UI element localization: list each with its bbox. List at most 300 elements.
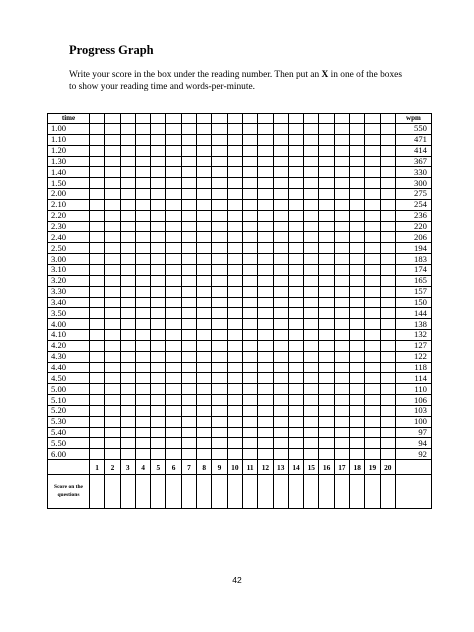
grid-cell[interactable] <box>105 362 120 373</box>
grid-cell[interactable] <box>135 319 150 330</box>
grid-cell[interactable] <box>365 189 380 200</box>
grid-cell[interactable] <box>197 134 212 145</box>
grid-cell[interactable] <box>258 167 273 178</box>
grid-cell[interactable] <box>258 395 273 406</box>
grid-cell[interactable] <box>304 114 319 124</box>
grid-cell[interactable] <box>365 438 380 449</box>
score-box[interactable] <box>288 475 303 509</box>
grid-cell[interactable] <box>135 384 150 395</box>
grid-cell[interactable] <box>350 134 365 145</box>
grid-cell[interactable] <box>334 286 349 297</box>
score-box[interactable] <box>273 475 288 509</box>
grid-cell[interactable] <box>105 254 120 265</box>
grid-cell[interactable] <box>105 319 120 330</box>
grid-cell[interactable] <box>334 199 349 210</box>
grid-cell[interactable] <box>258 297 273 308</box>
grid-cell[interactable] <box>319 340 334 351</box>
grid-cell[interactable] <box>212 427 227 438</box>
score-box[interactable] <box>135 475 150 509</box>
grid-cell[interactable] <box>135 297 150 308</box>
grid-cell[interactable] <box>365 351 380 362</box>
grid-cell[interactable] <box>304 405 319 416</box>
score-box[interactable] <box>166 475 181 509</box>
grid-cell[interactable] <box>304 427 319 438</box>
grid-cell[interactable] <box>120 319 135 330</box>
grid-cell[interactable] <box>334 449 349 460</box>
grid-cell[interactable] <box>135 114 150 124</box>
grid-cell[interactable] <box>197 254 212 265</box>
grid-cell[interactable] <box>350 156 365 167</box>
grid-cell[interactable] <box>227 178 242 189</box>
grid-cell[interactable] <box>350 232 365 243</box>
grid-cell[interactable] <box>350 427 365 438</box>
grid-cell[interactable] <box>120 167 135 178</box>
grid-cell[interactable] <box>304 199 319 210</box>
grid-cell[interactable] <box>197 340 212 351</box>
grid-cell[interactable] <box>365 199 380 210</box>
grid-cell[interactable] <box>334 416 349 427</box>
grid-cell[interactable] <box>181 232 196 243</box>
grid-cell[interactable] <box>227 395 242 406</box>
grid-cell[interactable] <box>242 405 257 416</box>
grid-cell[interactable] <box>90 178 105 189</box>
grid-cell[interactable] <box>258 384 273 395</box>
grid-cell[interactable] <box>365 373 380 384</box>
grid-cell[interactable] <box>304 156 319 167</box>
grid-cell[interactable] <box>365 178 380 189</box>
grid-cell[interactable] <box>304 384 319 395</box>
grid-cell[interactable] <box>105 124 120 135</box>
score-box[interactable] <box>258 475 273 509</box>
grid-cell[interactable] <box>273 362 288 373</box>
grid-cell[interactable] <box>135 275 150 286</box>
grid-cell[interactable] <box>90 449 105 460</box>
grid-cell[interactable] <box>273 189 288 200</box>
grid-cell[interactable] <box>181 362 196 373</box>
grid-cell[interactable] <box>273 243 288 254</box>
grid-cell[interactable] <box>242 232 257 243</box>
grid-cell[interactable] <box>181 134 196 145</box>
grid-cell[interactable] <box>304 395 319 406</box>
grid-cell[interactable] <box>350 221 365 232</box>
grid-cell[interactable] <box>319 373 334 384</box>
grid-cell[interactable] <box>227 438 242 449</box>
grid-cell[interactable] <box>380 405 395 416</box>
grid-cell[interactable] <box>151 405 166 416</box>
grid-cell[interactable] <box>120 275 135 286</box>
grid-cell[interactable] <box>334 221 349 232</box>
grid-cell[interactable] <box>365 405 380 416</box>
grid-cell[interactable] <box>273 221 288 232</box>
grid-cell[interactable] <box>273 308 288 319</box>
grid-cell[interactable] <box>334 395 349 406</box>
grid-cell[interactable] <box>273 330 288 341</box>
grid-cell[interactable] <box>304 449 319 460</box>
grid-cell[interactable] <box>197 395 212 406</box>
grid-cell[interactable] <box>288 319 303 330</box>
grid-cell[interactable] <box>350 405 365 416</box>
grid-cell[interactable] <box>350 124 365 135</box>
grid-cell[interactable] <box>105 438 120 449</box>
grid-cell[interactable] <box>105 210 120 221</box>
grid-cell[interactable] <box>304 264 319 275</box>
grid-cell[interactable] <box>258 275 273 286</box>
grid-cell[interactable] <box>197 351 212 362</box>
grid-cell[interactable] <box>90 384 105 395</box>
grid-cell[interactable] <box>334 232 349 243</box>
grid-cell[interactable] <box>380 330 395 341</box>
grid-cell[interactable] <box>350 319 365 330</box>
grid-cell[interactable] <box>166 319 181 330</box>
grid-cell[interactable] <box>334 438 349 449</box>
grid-cell[interactable] <box>151 373 166 384</box>
grid-cell[interactable] <box>181 297 196 308</box>
grid-cell[interactable] <box>258 416 273 427</box>
grid-cell[interactable] <box>227 373 242 384</box>
grid-cell[interactable] <box>350 178 365 189</box>
grid-cell[interactable] <box>288 221 303 232</box>
grid-cell[interactable] <box>273 199 288 210</box>
grid-cell[interactable] <box>288 264 303 275</box>
grid-cell[interactable] <box>319 156 334 167</box>
grid-cell[interactable] <box>166 156 181 167</box>
grid-cell[interactable] <box>212 297 227 308</box>
grid-cell[interactable] <box>105 405 120 416</box>
grid-cell[interactable] <box>365 416 380 427</box>
grid-cell[interactable] <box>334 189 349 200</box>
grid-cell[interactable] <box>120 362 135 373</box>
grid-cell[interactable] <box>334 373 349 384</box>
grid-cell[interactable] <box>334 308 349 319</box>
grid-cell[interactable] <box>365 340 380 351</box>
grid-cell[interactable] <box>90 114 105 124</box>
grid-cell[interactable] <box>319 199 334 210</box>
grid-cell[interactable] <box>258 178 273 189</box>
grid-cell[interactable] <box>288 308 303 319</box>
grid-cell[interactable] <box>365 156 380 167</box>
grid-cell[interactable] <box>197 438 212 449</box>
grid-cell[interactable] <box>380 134 395 145</box>
grid-cell[interactable] <box>120 373 135 384</box>
grid-cell[interactable] <box>166 286 181 297</box>
grid-cell[interactable] <box>350 449 365 460</box>
grid-cell[interactable] <box>90 254 105 265</box>
grid-cell[interactable] <box>258 134 273 145</box>
grid-cell[interactable] <box>212 189 227 200</box>
grid-cell[interactable] <box>319 449 334 460</box>
grid-cell[interactable] <box>181 373 196 384</box>
grid-cell[interactable] <box>166 243 181 254</box>
grid-cell[interactable] <box>288 297 303 308</box>
grid-cell[interactable] <box>350 330 365 341</box>
grid-cell[interactable] <box>380 156 395 167</box>
grid-cell[interactable] <box>135 156 150 167</box>
grid-cell[interactable] <box>105 167 120 178</box>
score-box[interactable] <box>227 475 242 509</box>
grid-cell[interactable] <box>242 449 257 460</box>
grid-cell[interactable] <box>181 275 196 286</box>
grid-cell[interactable] <box>181 416 196 427</box>
grid-cell[interactable] <box>334 243 349 254</box>
grid-cell[interactable] <box>258 405 273 416</box>
grid-cell[interactable] <box>90 199 105 210</box>
grid-cell[interactable] <box>135 449 150 460</box>
grid-cell[interactable] <box>135 145 150 156</box>
grid-cell[interactable] <box>365 362 380 373</box>
grid-cell[interactable] <box>288 395 303 406</box>
grid-cell[interactable] <box>197 221 212 232</box>
grid-cell[interactable] <box>288 275 303 286</box>
grid-cell[interactable] <box>90 167 105 178</box>
score-box[interactable] <box>120 475 135 509</box>
grid-cell[interactable] <box>212 210 227 221</box>
grid-cell[interactable] <box>151 156 166 167</box>
grid-cell[interactable] <box>304 167 319 178</box>
grid-cell[interactable] <box>151 330 166 341</box>
grid-cell[interactable] <box>380 167 395 178</box>
grid-cell[interactable] <box>197 114 212 124</box>
grid-cell[interactable] <box>380 221 395 232</box>
grid-cell[interactable] <box>181 124 196 135</box>
grid-cell[interactable] <box>197 124 212 135</box>
grid-cell[interactable] <box>151 351 166 362</box>
grid-cell[interactable] <box>380 427 395 438</box>
grid-cell[interactable] <box>181 405 196 416</box>
grid-cell[interactable] <box>166 416 181 427</box>
grid-cell[interactable] <box>304 308 319 319</box>
grid-cell[interactable] <box>334 384 349 395</box>
grid-cell[interactable] <box>212 308 227 319</box>
grid-cell[interactable] <box>273 145 288 156</box>
grid-cell[interactable] <box>304 221 319 232</box>
grid-cell[interactable] <box>350 362 365 373</box>
grid-cell[interactable] <box>350 199 365 210</box>
grid-cell[interactable] <box>166 395 181 406</box>
grid-cell[interactable] <box>334 405 349 416</box>
grid-cell[interactable] <box>273 210 288 221</box>
grid-cell[interactable] <box>227 114 242 124</box>
grid-cell[interactable] <box>304 189 319 200</box>
grid-cell[interactable] <box>273 351 288 362</box>
grid-cell[interactable] <box>242 114 257 124</box>
grid-cell[interactable] <box>197 243 212 254</box>
grid-cell[interactable] <box>288 145 303 156</box>
grid-cell[interactable] <box>319 362 334 373</box>
grid-cell[interactable] <box>365 124 380 135</box>
grid-cell[interactable] <box>334 319 349 330</box>
grid-cell[interactable] <box>242 319 257 330</box>
grid-cell[interactable] <box>319 384 334 395</box>
grid-cell[interactable] <box>212 145 227 156</box>
grid-cell[interactable] <box>319 254 334 265</box>
grid-cell[interactable] <box>380 351 395 362</box>
grid-cell[interactable] <box>304 254 319 265</box>
grid-cell[interactable] <box>105 427 120 438</box>
grid-cell[interactable] <box>90 373 105 384</box>
grid-cell[interactable] <box>365 254 380 265</box>
grid-cell[interactable] <box>227 134 242 145</box>
grid-cell[interactable] <box>304 145 319 156</box>
score-box[interactable] <box>334 475 349 509</box>
grid-cell[interactable] <box>304 416 319 427</box>
score-box[interactable] <box>242 475 257 509</box>
grid-cell[interactable] <box>120 210 135 221</box>
grid-cell[interactable] <box>105 156 120 167</box>
grid-cell[interactable] <box>242 124 257 135</box>
grid-cell[interactable] <box>288 156 303 167</box>
grid-cell[interactable] <box>288 210 303 221</box>
grid-cell[interactable] <box>380 449 395 460</box>
grid-cell[interactable] <box>120 308 135 319</box>
grid-cell[interactable] <box>90 330 105 341</box>
grid-cell[interactable] <box>166 373 181 384</box>
grid-cell[interactable] <box>90 351 105 362</box>
grid-cell[interactable] <box>227 416 242 427</box>
grid-cell[interactable] <box>181 221 196 232</box>
grid-cell[interactable] <box>212 362 227 373</box>
grid-cell[interactable] <box>90 395 105 406</box>
grid-cell[interactable] <box>181 286 196 297</box>
grid-cell[interactable] <box>227 167 242 178</box>
grid-cell[interactable] <box>258 210 273 221</box>
grid-cell[interactable] <box>197 373 212 384</box>
grid-cell[interactable] <box>227 124 242 135</box>
grid-cell[interactable] <box>380 124 395 135</box>
grid-cell[interactable] <box>273 449 288 460</box>
grid-cell[interactable] <box>380 362 395 373</box>
grid-cell[interactable] <box>350 114 365 124</box>
grid-cell[interactable] <box>90 264 105 275</box>
grid-cell[interactable] <box>181 243 196 254</box>
grid-cell[interactable] <box>197 362 212 373</box>
grid-cell[interactable] <box>365 308 380 319</box>
grid-cell[interactable] <box>181 449 196 460</box>
grid-cell[interactable] <box>212 340 227 351</box>
grid-cell[interactable] <box>212 330 227 341</box>
grid-cell[interactable] <box>288 405 303 416</box>
score-box[interactable] <box>365 475 380 509</box>
grid-cell[interactable] <box>380 254 395 265</box>
grid-cell[interactable] <box>350 210 365 221</box>
grid-cell[interactable] <box>151 264 166 275</box>
grid-cell[interactable] <box>197 449 212 460</box>
grid-cell[interactable] <box>334 145 349 156</box>
grid-cell[interactable] <box>181 199 196 210</box>
grid-cell[interactable] <box>166 275 181 286</box>
grid-cell[interactable] <box>197 189 212 200</box>
grid-cell[interactable] <box>288 167 303 178</box>
grid-cell[interactable] <box>227 362 242 373</box>
grid-cell[interactable] <box>120 134 135 145</box>
grid-cell[interactable] <box>319 243 334 254</box>
grid-cell[interactable] <box>258 308 273 319</box>
grid-cell[interactable] <box>212 319 227 330</box>
grid-cell[interactable] <box>304 297 319 308</box>
grid-cell[interactable] <box>166 210 181 221</box>
grid-cell[interactable] <box>380 232 395 243</box>
grid-cell[interactable] <box>135 330 150 341</box>
grid-cell[interactable] <box>197 167 212 178</box>
grid-cell[interactable] <box>288 340 303 351</box>
grid-cell[interactable] <box>181 384 196 395</box>
grid-cell[interactable] <box>365 395 380 406</box>
grid-cell[interactable] <box>288 114 303 124</box>
grid-cell[interactable] <box>304 373 319 384</box>
grid-cell[interactable] <box>380 243 395 254</box>
grid-cell[interactable] <box>242 243 257 254</box>
grid-cell[interactable] <box>151 254 166 265</box>
grid-cell[interactable] <box>197 156 212 167</box>
grid-cell[interactable] <box>227 264 242 275</box>
grid-cell[interactable] <box>90 416 105 427</box>
grid-cell[interactable] <box>350 340 365 351</box>
grid-cell[interactable] <box>151 275 166 286</box>
grid-cell[interactable] <box>90 297 105 308</box>
grid-cell[interactable] <box>304 210 319 221</box>
grid-cell[interactable] <box>197 319 212 330</box>
grid-cell[interactable] <box>288 134 303 145</box>
grid-cell[interactable] <box>105 134 120 145</box>
grid-cell[interactable] <box>365 243 380 254</box>
grid-cell[interactable] <box>350 145 365 156</box>
grid-cell[interactable] <box>350 264 365 275</box>
grid-cell[interactable] <box>105 395 120 406</box>
grid-cell[interactable] <box>90 221 105 232</box>
grid-cell[interactable] <box>135 254 150 265</box>
grid-cell[interactable] <box>242 395 257 406</box>
grid-cell[interactable] <box>90 145 105 156</box>
grid-cell[interactable] <box>120 221 135 232</box>
grid-cell[interactable] <box>181 264 196 275</box>
grid-cell[interactable] <box>135 124 150 135</box>
grid-cell[interactable] <box>319 416 334 427</box>
grid-cell[interactable] <box>151 199 166 210</box>
grid-cell[interactable] <box>242 330 257 341</box>
grid-cell[interactable] <box>197 199 212 210</box>
grid-cell[interactable] <box>135 308 150 319</box>
grid-cell[interactable] <box>365 319 380 330</box>
grid-cell[interactable] <box>242 167 257 178</box>
grid-cell[interactable] <box>242 178 257 189</box>
grid-cell[interactable] <box>166 264 181 275</box>
grid-cell[interactable] <box>273 395 288 406</box>
grid-cell[interactable] <box>181 351 196 362</box>
grid-cell[interactable] <box>334 264 349 275</box>
grid-cell[interactable] <box>288 351 303 362</box>
grid-cell[interactable] <box>135 232 150 243</box>
grid-cell[interactable] <box>212 254 227 265</box>
grid-cell[interactable] <box>304 340 319 351</box>
grid-cell[interactable] <box>365 210 380 221</box>
grid-cell[interactable] <box>334 156 349 167</box>
grid-cell[interactable] <box>212 221 227 232</box>
grid-cell[interactable] <box>181 178 196 189</box>
score-box[interactable] <box>197 475 212 509</box>
grid-cell[interactable] <box>380 114 395 124</box>
grid-cell[interactable] <box>380 308 395 319</box>
grid-cell[interactable] <box>227 275 242 286</box>
grid-cell[interactable] <box>166 330 181 341</box>
grid-cell[interactable] <box>319 134 334 145</box>
grid-cell[interactable] <box>258 351 273 362</box>
grid-cell[interactable] <box>120 124 135 135</box>
grid-cell[interactable] <box>319 210 334 221</box>
grid-cell[interactable] <box>151 167 166 178</box>
grid-cell[interactable] <box>380 145 395 156</box>
grid-cell[interactable] <box>334 114 349 124</box>
grid-cell[interactable] <box>181 395 196 406</box>
grid-cell[interactable] <box>380 275 395 286</box>
